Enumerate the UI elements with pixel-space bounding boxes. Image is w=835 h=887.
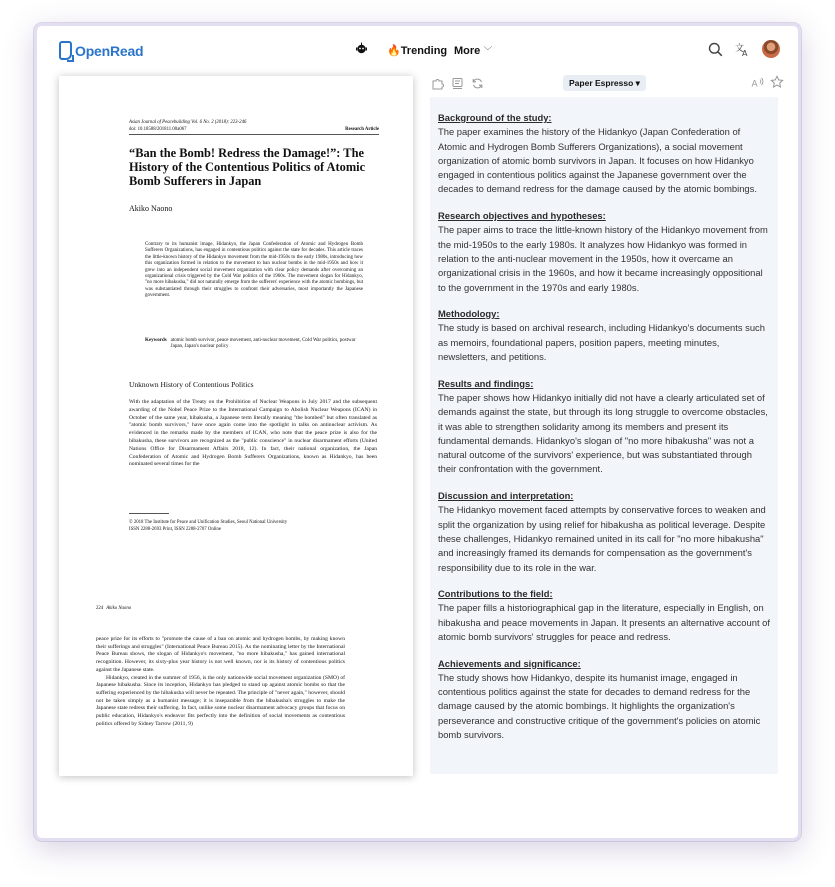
summary-section-title: Discussion and interpretation:	[438, 490, 574, 502]
summary-section	[438, 209, 770, 295]
journal-citation: Asian Journal of Peacebuilding Vol. 6 No. 2 (2018): 223-246	[129, 120, 247, 125]
summary-section-text: The paper fills a historiographical gap in the literature, especially in English, on hibakusha and peace movements in Japan. It presents an alternative account of atomic bomb survivors' struggles for peace and redress.	[438, 602, 770, 642]
page2-paragraph-1: peace prize for its efforts to "promote the cause of a ban on atomic and hydrogen bombs, by making known their sufferings and struggles" (International Peace Bureau 2015). As the nominating letter by the International Peace Bureau shows, the slogan of Hidankyo's movement, "no more hibakusha," has gained international recognition. However, its sixty-plus year history is not well known, nor is its history of contentious politics against the Japanese state.	[96, 636, 345, 673]
summary-section	[438, 111, 770, 197]
keywords-label: Keywords	[145, 338, 167, 343]
chevron-down-icon: ﹀	[483, 46, 493, 56]
summary-actions	[750, 75, 784, 89]
pdf-page[interactable]	[59, 76, 413, 776]
summary-section-text: The study is based on archival research, including Hidankyo's documents such as memoirs, foundational papers, position papers, meeting minutes, newsletters, and petitions.	[438, 322, 765, 363]
robot-icon[interactable]	[355, 42, 368, 58]
summary-section-title: Methodology:	[438, 308, 500, 320]
search-icon[interactable]	[706, 40, 724, 58]
top-bar	[37, 26, 798, 76]
svg-text:A: A	[751, 79, 758, 89]
summary-toolbar	[430, 73, 784, 95]
section-heading: Unknown History of Contentious Politics	[129, 380, 254, 389]
summary-section-title: Contributions to the field:	[438, 588, 553, 600]
summary-section	[438, 657, 770, 743]
star-icon[interactable]	[770, 75, 784, 89]
paper-author: Akiko Naono	[129, 204, 173, 213]
top-right-actions	[706, 40, 780, 58]
paper-abstract: Contrary to its humanist image, Hidankyo, the Japan Confederation of Atomic and Hydrogen Bomb Sufferers Organizations, has engaged in contentious politics against the state for decades. This article traces the little-known history of the Hidankyo movement from the mid-1950s to the early 1980s, introducing how this organization formed in relation to the movement to ban nuclear bombs in the mid-1950s and how it grew into an independent social movement organization with clear policy demands after overcoming an organizational crisis triggered by the Cold War politics of the 1960s. The movement slogan for Hidankyo, "no more hibakusha," did not naturally emerge from the sufferers' experience with the atomic bombings, but was substantiated through their struggles to confront their adversaries, most importantly the Japanese government.	[145, 242, 363, 299]
app-window	[34, 23, 801, 841]
summary-section	[438, 489, 770, 575]
page-number-value: 224	[96, 606, 104, 611]
page-author: Akiko Naono	[106, 606, 132, 611]
paper-body: With the adaptation of the Treaty on the Prohibition of Nuclear Weapons in July 2017 and the subsequent awarding of the Nobel Peace Prize to the International Campaign to Abolish Nuclear Weapons (ICAN) in October of the same year, hibakusha, a Japanese term literally meaning "the bombed" but often translated as "atomic bomb survivors," have once again come into the spotlight in talks on antinuclear activism. As evidenced in the remarks made by the members of ICAN, who note that the peace prize is also for the hibakusha, these survivors are recognized as the "public conscience" in nuclear disarmament efforts (United Nations Office for Disarmament Affairs 2018, 12). In fact, their national organization, the Japan Confederation of Atomic and Hydrogen Bomb Sufferers Organizations, known as Hidankyo, has been nominated several times for the	[129, 399, 377, 468]
keywords-list: atomic bomb survivor, peace movement, anti-nuclear movement, Cold War politics, postwar Japan, Japan's nuclear policy	[170, 338, 356, 350]
summary-section-title: Achievements and significance:	[438, 657, 581, 669]
article-type: Research Article	[345, 127, 379, 132]
page2-body	[96, 636, 345, 728]
paper-keywords	[145, 338, 363, 351]
paper-title: “Ban the Bomb! Redress the Damage!”: The History of the Contentious Politics of Atomic Bomb Sufferers in Japan	[129, 146, 366, 188]
main-nav	[37, 42, 798, 62]
page2-paragraph-2: Hidankyo, created in the summer of 1956, is the only nationwide social movement organization (SMO) of Japanese hibakusha. Since its inception, Hidankyo has pledged to stand up against atomic bombs so that the suffering experienced by the hibakusha will never be repeated. The principle of "never again," however, should not be taken simply as a humanist message; it is inseparable from the hibakusha's struggles to make the Japanese state redress their suffering. In fact, unlike some nuclear disarmament advocacy groups that focus on public education, Hidankyo's endeavor fits perfectly into the definition of social movements as contentious politics offered by Sidney Tarrow (2011, 9)	[96, 674, 345, 727]
user-avatar[interactable]	[762, 40, 780, 58]
summary-section	[438, 307, 770, 364]
svg-text:文: 文	[735, 43, 745, 54]
more-menu-label: More	[454, 45, 481, 57]
summary-section-title: Results and findings:	[438, 377, 534, 389]
doi-row	[129, 126, 379, 135]
copyright-line: © 2018 The Institute for Peace and Unification Studies, Seoul National University	[129, 520, 288, 525]
summary-mode-select[interactable]: Paper Espresso ▾	[563, 75, 646, 91]
doi: doi: 10.18588/201811.00a067	[129, 127, 187, 132]
pdf-header	[129, 119, 379, 135]
svg-text:A: A	[742, 48, 748, 57]
more-menu[interactable]	[454, 44, 492, 57]
trending-tab[interactable]: 🔥Trending	[387, 45, 448, 57]
summary-section-text: The paper shows how Hidankyo initially did not have a clearly articulated set of demands against the state, but through its long struggle to overcome obstacles, it was able to strengthen solidarity among its members and present its fundamental demands. Hidankyo's slogan of "no more hibakusha" was not a natural outcome of the survivors' experience, but was substantiated through their confrontation with the government.	[438, 391, 768, 475]
summary-section-title: Background of the study:	[438, 112, 552, 123]
note-icon[interactable]	[450, 76, 464, 90]
puzzle-icon[interactable]	[430, 76, 444, 90]
refresh-icon[interactable]	[470, 76, 484, 90]
summary-section-text: The Hidankyo movement faced attempts by conservative forces to weaken and split the organization by using relief for hibakusha as political leverage. Despite these challenges, Hidankyo remained united in its call for "no more hibakusha" and increasingly framed its demands for compensation as the government's responsibility due to its role in the war.	[438, 504, 766, 573]
footnote-rule	[129, 513, 169, 514]
summary-section	[438, 587, 770, 644]
page-number	[96, 606, 131, 611]
read-aloud-icon[interactable]	[750, 75, 764, 89]
summary-section-text: The paper examines the history of the Hidankyo (Japan Confederation of Atomic and Hydrogen Bomb Sufferers Organizations), a social movement organization of atomic bomb survivors in Japan. It focuses on how Hidankyo engaged in contentious politics against the Japanese government over the decades to demand redress for the damage caused by the atomic bombings.	[438, 126, 757, 195]
summary-section-text: The paper aims to trace the little-known history of the Hidankyo movement from the mid-1950s to the early 1980s. It analyzes how Hidankyo was formed in relation to the anti-nuclear movement in the 1950s, how it overcame an organizational crisis in the 1960s, and how it became increasingly oppositional to the government in the 1970s and early 1980s.	[438, 224, 768, 293]
paper-summary[interactable]	[430, 97, 778, 774]
issn-line: ISSN 2288-2693 Print, ISSN 2288-2707 Online	[129, 527, 221, 532]
translate-icon[interactable]	[734, 40, 752, 58]
summary-section-title: Research objectives and hypotheses:	[438, 210, 606, 222]
summary-section	[438, 377, 770, 477]
copyright-footnote	[129, 519, 287, 533]
summary-tools	[430, 76, 484, 90]
summary-section-text: The study shows how Hidankyo, despite its humanist image, engaged in contentious politics against the state for decades to demand redress for the damage caused by the atomic bombings. It highlights the organization's perseverance and constructive critique of the government's policies on atomic bomb survivors.	[438, 671, 761, 741]
app-name: OpenRead	[75, 42, 144, 59]
